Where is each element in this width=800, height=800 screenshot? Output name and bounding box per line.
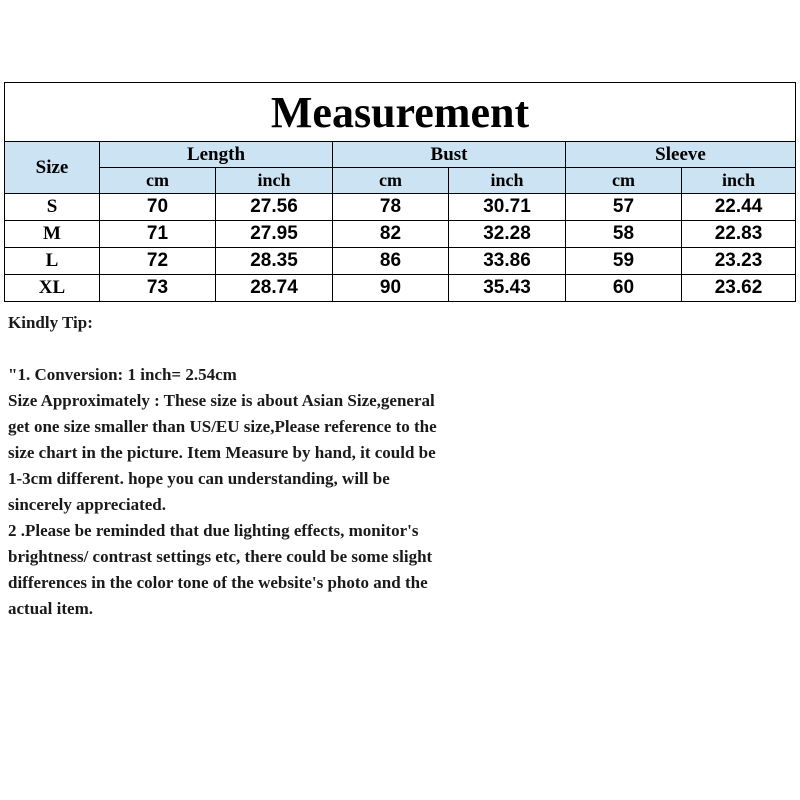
bust-group-header: Bust bbox=[333, 142, 566, 168]
table-row bbox=[5, 221, 796, 248]
tip-line: brightness/ contrast settings etc, there could be some slight bbox=[8, 547, 433, 566]
kindly-tips bbox=[8, 310, 568, 622]
table-cell: 32.28 bbox=[449, 221, 566, 248]
table-cell: 58 bbox=[566, 221, 682, 248]
unit-header: inch bbox=[449, 168, 566, 194]
table-cell: 28.74 bbox=[216, 275, 333, 302]
table-cell: 73 bbox=[100, 275, 216, 302]
size-label: M bbox=[5, 221, 100, 248]
unit-header: inch bbox=[682, 168, 796, 194]
tip-line: Size Approximately : These size is about Asian Size,general bbox=[8, 391, 435, 410]
sleeve-group-header: Sleeve bbox=[566, 142, 796, 168]
table-cell: 60 bbox=[566, 275, 682, 302]
table-title: Measurement bbox=[5, 83, 796, 142]
unit-header: cm bbox=[566, 168, 682, 194]
table-cell: 59 bbox=[566, 248, 682, 275]
length-group-header: Length bbox=[100, 142, 333, 168]
table-cell: 30.71 bbox=[449, 194, 566, 221]
measurement-table-container bbox=[4, 82, 795, 302]
tip-line: get one size smaller than US/EU size,Please reference to the bbox=[8, 417, 437, 436]
tip-line: "1. Conversion: 1 inch= 2.54cm bbox=[8, 365, 237, 384]
table-row bbox=[5, 194, 796, 221]
table-cell: 71 bbox=[100, 221, 216, 248]
tip-line: actual item. bbox=[8, 599, 93, 618]
table-cell: 28.35 bbox=[216, 248, 333, 275]
table-cell: 23.23 bbox=[682, 248, 796, 275]
table-cell: 72 bbox=[100, 248, 216, 275]
tips-spacer bbox=[8, 336, 568, 362]
table-row bbox=[5, 248, 796, 275]
size-column-header: Size bbox=[5, 142, 100, 194]
size-label: S bbox=[5, 194, 100, 221]
unit-header: inch bbox=[216, 168, 333, 194]
table-row bbox=[5, 275, 796, 302]
tips-heading: Kindly Tip: bbox=[8, 313, 93, 332]
tip-line: 1-3cm different. hope you can understanding, will be bbox=[8, 469, 390, 488]
table-cell: 78 bbox=[333, 194, 449, 221]
table-cell: 22.83 bbox=[682, 221, 796, 248]
unit-header: cm bbox=[333, 168, 449, 194]
table-cell: 27.56 bbox=[216, 194, 333, 221]
tip-line: differences in the color tone of the website's photo and the bbox=[8, 573, 428, 592]
table-cell: 70 bbox=[100, 194, 216, 221]
unit-header: cm bbox=[100, 168, 216, 194]
table-cell: 82 bbox=[333, 221, 449, 248]
table-cell: 90 bbox=[333, 275, 449, 302]
table-cell: 86 bbox=[333, 248, 449, 275]
size-chart-table bbox=[4, 82, 796, 302]
table-cell: 27.95 bbox=[216, 221, 333, 248]
table-cell: 35.43 bbox=[449, 275, 566, 302]
table-cell: 23.62 bbox=[682, 275, 796, 302]
size-label: L bbox=[5, 248, 100, 275]
table-cell: 33.86 bbox=[449, 248, 566, 275]
tip-line: size chart in the picture. Item Measure by hand, it could be bbox=[8, 443, 436, 462]
size-label: XL bbox=[5, 275, 100, 302]
table-cell: 22.44 bbox=[682, 194, 796, 221]
tip-line: 2 .Please be reminded that due lighting effects, monitor's bbox=[8, 521, 419, 540]
table-cell: 57 bbox=[566, 194, 682, 221]
tip-line: sincerely appreciated. bbox=[8, 495, 167, 514]
